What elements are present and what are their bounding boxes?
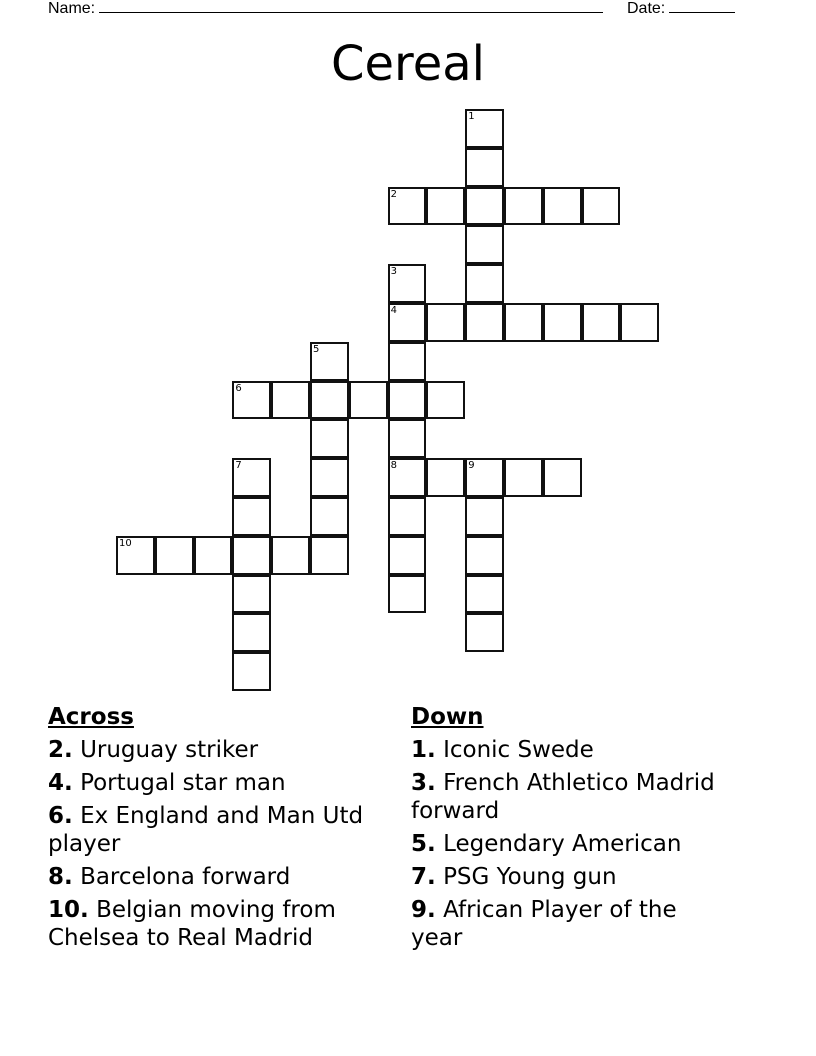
cell-number: 8: [390, 460, 397, 472]
clue-number: 8.: [48, 864, 73, 890]
down-heading: Down: [411, 704, 484, 730]
crossword-cell[interactable]: [232, 652, 271, 691]
clue-down-7: [411, 863, 731, 891]
cell-number: 7: [235, 460, 242, 472]
crossword-cell[interactable]: [426, 381, 465, 420]
name-label: Name:: [48, 0, 96, 17]
crossword-cell[interactable]: [388, 381, 427, 420]
crossword-cell[interactable]: [155, 536, 194, 575]
crossword-cell[interactable]: [388, 342, 427, 381]
cell-number: 1: [468, 111, 475, 122]
crossword-cell[interactable]: [388, 187, 427, 226]
cell-number: 3: [390, 266, 397, 278]
clue-text: Barcelona forward: [80, 864, 291, 890]
clue-text: Iconic Swede: [443, 737, 594, 763]
cell-number: 9: [468, 460, 475, 472]
cell-number: 4: [390, 305, 397, 316]
down-clues: [411, 703, 731, 957]
cell-number: 2: [390, 188, 397, 200]
clue-number: 7.: [411, 864, 436, 890]
clue-text: Ex England and Man Utd player: [48, 803, 364, 857]
crossword-cell[interactable]: [465, 187, 504, 226]
crossword-cell[interactable]: [388, 458, 427, 497]
crossword-cell[interactable]: [543, 303, 582, 342]
crossword-cell[interactable]: [504, 458, 543, 497]
crossword-cell[interactable]: [349, 381, 388, 420]
crossword-cell[interactable]: [426, 187, 465, 226]
crossword-cell[interactable]: [465, 109, 504, 148]
crossword-cell[interactable]: [310, 419, 349, 458]
crossword-cell[interactable]: [271, 381, 310, 420]
crossword-cell[interactable]: [232, 613, 271, 652]
crossword-cell[interactable]: [310, 342, 349, 381]
clue-text: PSG Young gun: [443, 864, 617, 890]
crossword-cell[interactable]: [310, 536, 349, 575]
cell-number: 6: [235, 382, 242, 394]
crossword-cell[interactable]: [194, 536, 233, 575]
crossword-cell[interactable]: [310, 458, 349, 497]
clue-across-2: [48, 736, 378, 764]
clue-down-3: [411, 769, 731, 825]
crossword-cell[interactable]: [232, 381, 271, 420]
clue-number: 2.: [48, 737, 73, 763]
crossword-cell[interactable]: [388, 536, 427, 575]
clue-down-9: [411, 896, 731, 952]
clue-text: Portugal star man: [80, 770, 286, 796]
crossword-grid: [117, 110, 661, 692]
clue-number: 5.: [411, 831, 436, 857]
clue-across-10: [48, 896, 378, 952]
crossword-cell[interactable]: [582, 303, 621, 342]
crossword-cell[interactable]: [465, 536, 504, 575]
cell-number: 10: [119, 537, 132, 549]
crossword-cell[interactable]: [465, 225, 504, 264]
crossword-cell[interactable]: [388, 419, 427, 458]
clue-number: 9.: [411, 897, 436, 923]
crossword-cell[interactable]: [232, 536, 271, 575]
crossword-cell[interactable]: [310, 497, 349, 536]
crossword-cell[interactable]: [232, 458, 271, 497]
cell-number: 5: [313, 343, 320, 355]
crossword-cell[interactable]: [465, 264, 504, 303]
crossword-cell[interactable]: [116, 536, 155, 575]
clue-number: 3.: [411, 770, 436, 796]
clue-across-8: [48, 863, 378, 891]
crossword-cell[interactable]: [388, 303, 427, 342]
clue-text: Legendary American: [443, 831, 682, 857]
clue-text: Uruguay striker: [80, 737, 259, 763]
crossword-cell[interactable]: [543, 458, 582, 497]
clue-down-5: [411, 830, 731, 858]
clue-number: 6.: [48, 803, 73, 829]
clue-number: 1.: [411, 737, 436, 763]
crossword-cell[interactable]: [543, 187, 582, 226]
crossword-cell[interactable]: [465, 575, 504, 614]
clue-text: French Athletico Madrid forward: [411, 770, 715, 824]
crossword-cell[interactable]: [388, 575, 427, 614]
crossword-cell[interactable]: [388, 497, 427, 536]
crossword-cell[interactable]: [465, 303, 504, 342]
crossword-cell[interactable]: [426, 458, 465, 497]
crossword-cell[interactable]: [504, 303, 543, 342]
crossword-cell[interactable]: [465, 458, 504, 497]
clue-down-1: [411, 736, 731, 764]
crossword-cell[interactable]: [426, 303, 465, 342]
page-title: Cereal: [330, 36, 485, 92]
date-label: Date:: [627, 0, 666, 17]
crossword-cell[interactable]: [310, 381, 349, 420]
clue-text: Belgian moving from Chelsea to Real Madrid: [48, 897, 336, 951]
clue-text: African Player of the year: [411, 897, 677, 951]
crossword-cell[interactable]: [232, 497, 271, 536]
clue-across-4: [48, 769, 378, 797]
clue-across-6: [48, 802, 378, 858]
crossword-cell[interactable]: [388, 264, 427, 303]
crossword-cell[interactable]: [620, 303, 659, 342]
name-field: [48, 0, 603, 19]
date-field: [627, 0, 735, 19]
crossword-cell[interactable]: [582, 187, 621, 226]
crossword-cell[interactable]: [465, 613, 504, 652]
across-clues: [48, 703, 378, 957]
clue-number: 4.: [48, 770, 73, 796]
crossword-cell[interactable]: [465, 148, 504, 187]
date-blank-line[interactable]: [669, 0, 735, 13]
crossword-cell[interactable]: [465, 497, 504, 536]
crossword-cell[interactable]: [504, 187, 543, 226]
crossword-cell[interactable]: [271, 536, 310, 575]
name-blank-line[interactable]: [99, 0, 603, 13]
clue-number: 10.: [48, 897, 89, 923]
crossword-cell[interactable]: [232, 575, 271, 614]
across-heading: Across: [48, 704, 134, 730]
